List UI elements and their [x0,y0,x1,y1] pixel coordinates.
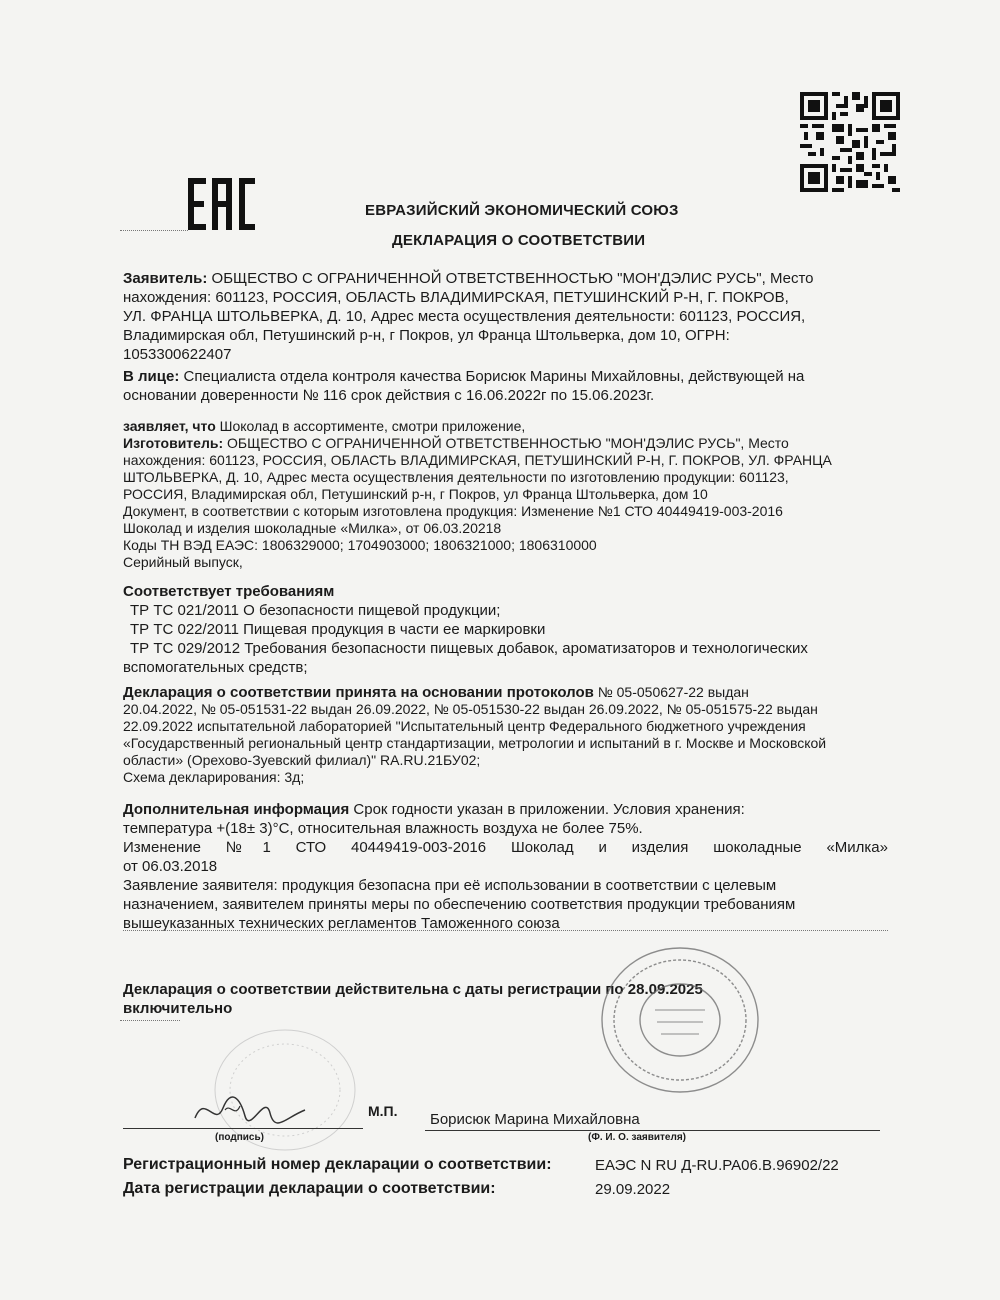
requirement-item: ТР ТС 029/2012 Требования безопасности пищевых добавок, ароматизаторов и технологических [130,640,808,657]
section-dotted-line [123,930,888,931]
applicant-text: ОБЩЕСТВО С ОГРАНИЧЕННОЙ ОТВЕТСТВЕННОСТЬЮ "МОН'ДЭЛИС РУСЬ", Место [207,270,814,287]
name-caption: (Ф. И. О. заявителя) [588,1132,687,1143]
serial-release: Серийный выпуск, [123,554,243,570]
product-text: Шоколад в ассортименте, смотри приложение, [215,418,526,434]
representative-text: Специалиста отдела контроля качества Борисюк Марины Михайловны, действующей на [179,368,805,385]
basis-text: области» (Орехово-Зуевский филиал)" RA.RU.21БУ02; [123,752,481,768]
round-stamp [595,940,765,1100]
signer-name: Борисюк Марина Михайловна [430,1111,640,1128]
validity-text: включительно [123,1000,233,1017]
registration-date-label: Дата регистрации декларации о соответствии: [123,1180,496,1197]
manufacturer-text: ОБЩЕСТВО С ОГРАНИЧЕННОЙ ОТВЕТСТВЕННОСТЬЮ "МОН'ДЭЛИС РУСЬ", Место [223,435,789,451]
declaration-scheme: Схема декларирования: 3д; [123,769,305,785]
applicant-text: УЛ. ФРАНЦА ШТОЛЬВЕРКА, Д. 10, Адрес места осуществления деятельности: 601123, РОССИЯ, [123,308,806,325]
additional-info-text: температура +(18± 3)°С, относительная влажность воздуха не более 75%. [123,820,643,837]
basis-text: 22.09.2022 испытательной лабораторией "Испытательный центр Федерального бюджетного учреждения [123,718,806,734]
requirements-label: Соответствует требованиям [123,583,335,600]
union-name: ЕВРАЗИЙСКИЙ ЭКОНОМИЧЕСКИЙ СОЮЗ [365,202,679,219]
manufacturer-text: нахождения: 601123, РОССИЯ, ОБЛАСТЬ ВЛАДИМИРСКАЯ, ПЕТУШИНСКИЙ Р-Н, Г. ПОКРОВ, УЛ. ФРАНЦА [123,452,832,468]
signature-scribble [185,1088,315,1133]
applicant-text: Владимирская обл, Петушинский р-н, г Покров, ул Франца Штольверка, дом 10, ОГРН: [123,327,730,344]
signature-line [123,1128,363,1129]
additional-info-label: Дополнительная информация [123,801,350,818]
requirement-item: вспомогательных средств; [123,659,308,676]
representative-text: основании доверенности № 116 срок действия с 16.06.2022г по 15.06.2023г. [123,387,655,404]
name-line [425,1130,880,1131]
applicant-statement: назначением, заявителем приняты меры по обеспечению соответствия продукции требованиям [123,896,796,913]
applicant-block [123,269,888,364]
signature-caption: (подпись) [215,1132,264,1143]
basis-text: 20.04.2022, № 05-051531-22 выдан 26.09.2022, № 05-051530-22 выдан 26.09.2022, № 05-051575-22 выдан [123,701,818,717]
standard-document-text: Документ, в соответствии с которым изготовлена продукция: Изменение №1 СТО 40449419-003-2016 [123,503,783,519]
seal-place-label: М.П. [368,1103,398,1119]
registration-number-label: Регистрационный номер декларации о соответствии: [123,1156,552,1173]
requirement-item: ТР ТС 022/2011 Пищевая продукция в части ее маркировки [130,621,546,638]
declares-label: заявляет, что [123,418,216,434]
manufacturer-label: Изготовитель: [123,435,224,451]
validity-block [123,980,888,1018]
basis-text: № 05-050627-22 выдан [593,684,749,700]
validity-dotted-line [120,1020,180,1021]
applicant-label: Заявитель: [123,270,208,287]
applicant-statement: вышеуказанных технических регламентов Таможенного союза [123,915,560,932]
representative-label: В лице: [123,368,180,385]
additional-info-text: Срок годности указан в приложении. Условия хранения: [349,801,745,818]
eac-logo [188,178,258,230]
declares-block [123,418,888,571]
registration-date-value: 29.09.2022 [595,1181,671,1198]
applicant-statement: Заявление заявителя: продукция безопасна при её использовании в соответствии с целевым [123,877,777,894]
representative-block [123,367,888,405]
registration-number-value: ЕАЭС N RU Д-RU.PA06.B.96902/22 [595,1157,839,1174]
requirement-item: ТР ТС 021/2011 О безопасности пищевой продукции; [130,602,501,619]
header-dotted-line [120,230,188,231]
qr-code [800,92,900,192]
applicant-text: 1053300622407 [123,346,232,363]
basis-text: «Государственный региональный центр стандартизации, метрологии и испытаний в г. Москве и Московской [123,735,827,751]
manufacturer-text: РОССИЯ, Владимирская обл, Петушинский р-н, г Покров, ул Франца Штольверка, дом 10 [123,486,708,502]
standard-document-text: Шоколад и изделия шоколадные «Милка», от 06.03.20218 [123,520,502,536]
basis-block [123,684,888,786]
additional-info-block [123,800,888,933]
requirements-block [123,582,888,677]
document-title: ДЕКЛАРАЦИЯ О СООТВЕТСТВИИ [392,232,646,249]
basis-label: Декларация о соответствии принята на основании протоколов [123,684,594,701]
additional-info-text: Изменение №1 СТО 40449419-003-2016 Шоколад и изделия шоколадные «Милка» [123,839,888,856]
manufacturer-text: ШТОЛЬВЕРКА, Д. 10, Адрес места осуществления деятельности по изготовлению продукции: 601123, [123,469,789,485]
additional-info-text: от 06.03.2018 [123,858,218,875]
tn-ved-codes: Коды ТН ВЭД ЕАЭС: 1806329000; 1704903000; 1806321000; 1806310000 [123,537,597,553]
applicant-text: нахождения: 601123, РОССИЯ, ОБЛАСТЬ ВЛАДИМИРСКАЯ, ПЕТУШИНСКИЙ Р-Н, Г. ПОКРОВ, [123,289,789,306]
validity-text: Декларация о соответствии действительна с даты регистрации по 28.09.2025 [123,981,703,998]
